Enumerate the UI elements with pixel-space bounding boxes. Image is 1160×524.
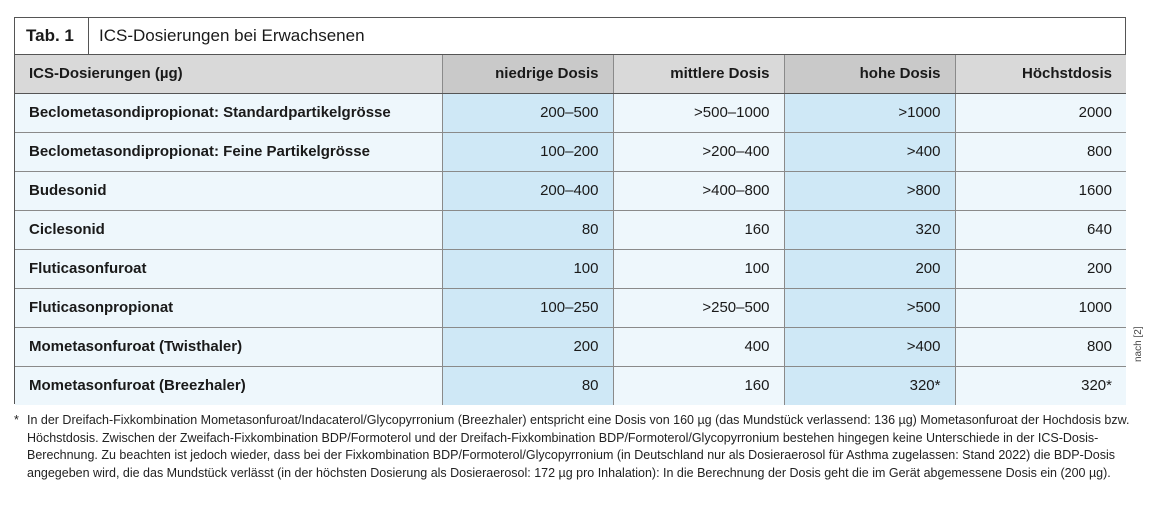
column-header-max-dose: Höchstdosis <box>955 55 1126 93</box>
dosage-table <box>15 55 1126 405</box>
medium-dose-cell: 160 <box>613 210 784 249</box>
max-dose-cell: 800 <box>955 132 1126 171</box>
high-dose-cell: >400 <box>784 132 955 171</box>
dosage-table-frame <box>14 17 1126 404</box>
high-dose-cell: 320* <box>784 366 955 405</box>
high-dose-cell: >400 <box>784 327 955 366</box>
max-dose-cell: 1600 <box>955 171 1126 210</box>
medium-dose-cell: >500–1000 <box>613 93 784 132</box>
substance-name: Beclometasondipropionat: Standardpartikelgrösse <box>15 93 442 132</box>
column-header-high-dose: hohe Dosis <box>784 55 955 93</box>
max-dose-cell: 1000 <box>955 288 1126 327</box>
footnote <box>14 412 1144 482</box>
table-row <box>15 366 1126 405</box>
table-row <box>15 93 1126 132</box>
low-dose-cell: 100–200 <box>442 132 613 171</box>
column-header-medium-dose: mittlere Dosis <box>613 55 784 93</box>
medium-dose-cell: >400–800 <box>613 171 784 210</box>
table-title: ICS-Dosierungen bei Erwachsenen <box>99 26 365 45</box>
low-dose-cell: 100–250 <box>442 288 613 327</box>
medium-dose-cell: 400 <box>613 327 784 366</box>
table-row <box>15 132 1126 171</box>
high-dose-cell: >800 <box>784 171 955 210</box>
low-dose-cell: 200–500 <box>442 93 613 132</box>
substance-name: Beclometasondipropionat: Feine Partikelgrösse <box>15 132 442 171</box>
low-dose-cell: 80 <box>442 366 613 405</box>
high-dose-cell: 200 <box>784 249 955 288</box>
max-dose-cell: 200 <box>955 249 1126 288</box>
substance-name: Ciclesonid <box>15 210 442 249</box>
table-row <box>15 288 1126 327</box>
table-body <box>15 93 1126 405</box>
table-row <box>15 249 1126 288</box>
low-dose-cell: 80 <box>442 210 613 249</box>
high-dose-cell: >1000 <box>784 93 955 132</box>
low-dose-cell: 200 <box>442 327 613 366</box>
table-header-row <box>15 55 1126 93</box>
table-row <box>15 171 1126 210</box>
max-dose-cell: 640 <box>955 210 1126 249</box>
substance-name: Fluticasonpropionat <box>15 288 442 327</box>
low-dose-cell: 200–400 <box>442 171 613 210</box>
low-dose-cell: 100 <box>442 249 613 288</box>
source-note-text: nach [2] <box>1133 326 1144 362</box>
table-number: Tab. 1 <box>15 18 89 54</box>
medium-dose-cell: 160 <box>613 366 784 405</box>
max-dose-cell: 800 <box>955 327 1126 366</box>
max-dose-cell: 320* <box>955 366 1126 405</box>
column-header-substance: ICS-Dosierungen (µg) <box>15 55 442 93</box>
table-title-row <box>15 18 1125 55</box>
medium-dose-cell: 100 <box>613 249 784 288</box>
high-dose-cell: 320 <box>784 210 955 249</box>
medium-dose-cell: >200–400 <box>613 132 784 171</box>
footnote-marker: * <box>14 413 19 427</box>
substance-name: Budesonid <box>15 171 442 210</box>
high-dose-cell: >500 <box>784 288 955 327</box>
table-row <box>15 210 1126 249</box>
substance-name: Fluticasonfuroat <box>15 249 442 288</box>
footnote-text: In der Dreifach-Fixkombination Mometasonfuroat/Indacaterol/Glycopyrronium (Breezhaler) entspricht eine Dosis von 160 µg (das Mundstück verlassend: 136 µg) Mometasonfuroat der Hochdosis bzw. Höchstdosis. Zwischen der Zweifach-Fixkombination BDP/Formoterol und der Dreifach-Fixkombination BDP/Formoterol/Glycopyrronium bestehen hingegen keine Unterschiede in der ICS-Dosis-Berechnung. Zu beachten ist jedoch wieder, dass bei der Fixkombination BDP/Formoterol/Glycopyrronium (in Deutschland nur als Dosieraerosol für Asthma zugelassen: Stand 2022) die BDP-Dosis angegeben wird, die das Mundstück verlässt (in der höchsten Dosierung als Dosieraerosol: 172 µg pro Inhalation): In die Berechnung der Dosis geht die im Gerät abgemessene Dosis ein (200 µg). <box>27 413 1130 480</box>
substance-name: Mometasonfuroat (Breezhaler) <box>15 366 442 405</box>
table-row <box>15 327 1126 366</box>
max-dose-cell: 2000 <box>955 93 1126 132</box>
column-header-low-dose: niedrige Dosis <box>442 55 613 93</box>
substance-name: Mometasonfuroat (Twisthaler) <box>15 327 442 366</box>
medium-dose-cell: >250–500 <box>613 288 784 327</box>
